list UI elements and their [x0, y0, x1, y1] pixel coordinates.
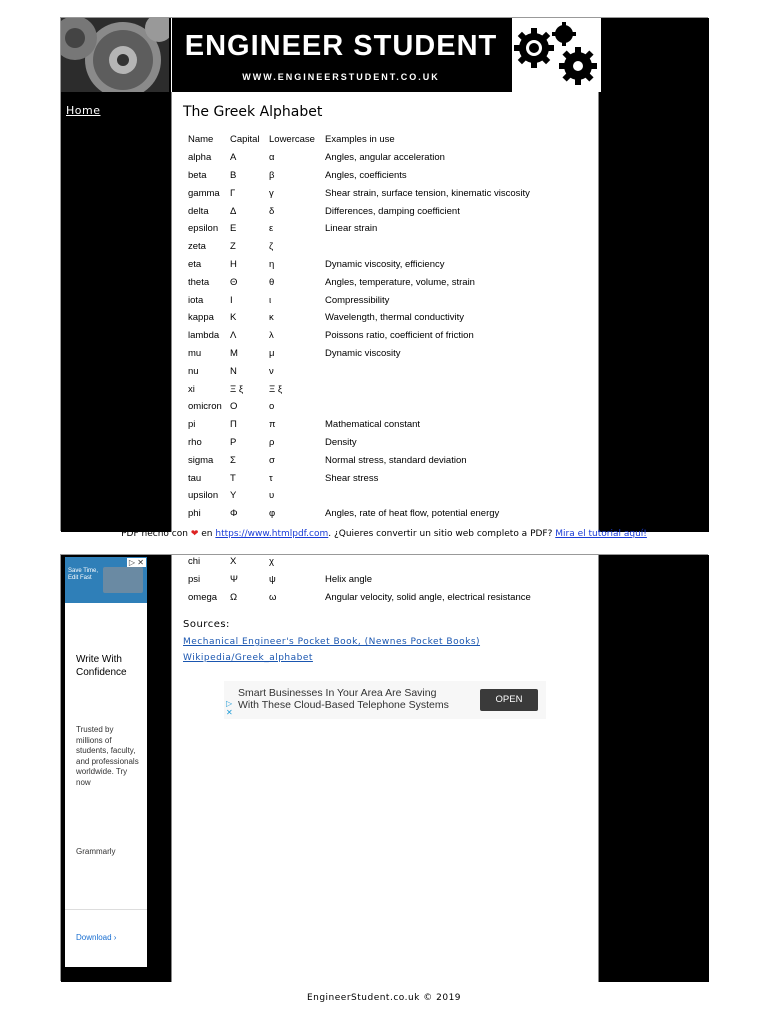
cell-capital: Ι — [230, 294, 233, 306]
cell-lowercase: ο — [269, 401, 275, 413]
cell-name: gamma — [188, 187, 220, 199]
cell-name: omicron — [188, 401, 222, 413]
footer-copyright: EngineerStudent.co.uk © 2019 — [306, 993, 462, 1003]
table-row — [184, 238, 534, 256]
cell-lowercase: ι — [269, 294, 272, 306]
cell-examples: Dynamic viscosity, efficiency — [325, 258, 445, 270]
cell-lowercase: λ — [269, 330, 274, 342]
ad-open-button[interactable]: OPEN — [480, 689, 538, 711]
source-link-pocket-book[interactable]: Mechanical Engineer's Pocket Book, (Newnes Pocket Books) — [183, 637, 481, 647]
cell-examples: Wavelength, thermal conductivity — [325, 312, 465, 324]
gear-photo-image — [61, 18, 169, 92]
pdf-note-middle: . ¿Quieres convertir un sitio web completo a PDF? — [328, 529, 553, 539]
ad-download-button[interactable]: Download › — [76, 933, 117, 942]
sidebar-right — [599, 555, 709, 982]
cell-capital: Λ — [230, 330, 237, 342]
cell-examples: Shear strain, surface tension, kinematic viscosity — [325, 187, 530, 199]
main-content — [171, 92, 599, 532]
cell-lowercase: γ — [269, 187, 274, 199]
cell-lowercase: ρ — [269, 436, 275, 448]
cell-lowercase: β — [269, 169, 275, 181]
table-row — [184, 220, 534, 238]
cell-examples — [321, 487, 534, 505]
cell-name: upsilon — [188, 490, 219, 502]
cell-capital: Ξ ξ — [230, 383, 244, 395]
cell-capital: Σ — [230, 454, 236, 466]
cell-lowercase: α — [269, 152, 275, 164]
cell-examples — [321, 238, 534, 256]
banner-ad-line-1: Smart Businesses In Your Area Are Saving — [238, 687, 437, 699]
cell-examples: Density — [325, 436, 357, 448]
cell-name: lambda — [188, 330, 220, 342]
grammarly-ad[interactable] — [65, 557, 147, 967]
table-row — [184, 327, 534, 345]
cell-capital: Υ — [230, 490, 237, 502]
cell-examples: Dynamic viscosity — [325, 347, 401, 359]
cell-examples: Compressibility — [325, 294, 390, 306]
cell-examples: Angles, temperature, volume, strain — [325, 276, 475, 288]
laptop-icon — [103, 567, 143, 593]
cell-capital: Γ — [230, 187, 236, 199]
heart-icon: ❤ — [190, 529, 199, 539]
cell-name: phi — [188, 508, 201, 520]
cell-lowercase: ω — [269, 591, 277, 603]
cell-lowercase: φ — [269, 508, 276, 520]
cell-capital: Φ — [230, 508, 238, 520]
pdf-page-2 — [60, 554, 708, 981]
telephone-systems-ad[interactable] — [224, 681, 546, 719]
cell-name: zeta — [188, 241, 206, 253]
cell-name: nu — [188, 365, 199, 377]
cell-examples: Differences, damping coefficient — [325, 205, 460, 217]
ad-brand: Grammarly — [76, 847, 116, 856]
cell-lowercase: σ — [269, 454, 275, 466]
cell-examples — [321, 398, 534, 416]
cell-name: beta — [188, 169, 207, 181]
cell-capital: Α — [230, 152, 237, 164]
ad-image — [65, 557, 147, 603]
table-row — [184, 398, 534, 416]
table-row — [184, 571, 535, 589]
sources-heading: Sources: — [183, 619, 230, 630]
table-row — [184, 273, 534, 291]
cell-capital: Θ — [230, 276, 238, 288]
cell-name: chi — [188, 556, 201, 568]
banner-ad-text — [238, 687, 449, 711]
site-header — [61, 18, 709, 92]
table-row — [184, 362, 534, 380]
cell-capital: Ε — [230, 223, 237, 235]
cell-examples — [321, 553, 535, 571]
cell-lowercase: υ — [269, 490, 275, 502]
sidebar-left-ad-area — [61, 555, 171, 982]
ad-image-text: Save Time, Edit Fast — [68, 568, 99, 581]
cell-capital: Τ — [230, 472, 236, 484]
ad-headline: Write With Confidence — [76, 654, 127, 678]
col-header-capital: Capital — [230, 134, 260, 146]
cell-examples: Angles, rate of heat flow, potential energy — [325, 508, 500, 520]
table-row — [184, 309, 534, 327]
cell-capital: Ψ — [230, 574, 238, 586]
brand-title: ENGINEER STUDENT — [184, 30, 498, 62]
cell-name: sigma — [188, 454, 214, 466]
cell-name: eta — [188, 258, 202, 270]
table-header-row — [184, 131, 534, 149]
banner-ad-line-2: With These Cloud-Based Telephone Systems — [238, 699, 449, 711]
cell-examples: Mathematical constant — [325, 419, 421, 431]
ad-choices-icon[interactable]: ▷ ✕ — [226, 699, 233, 717]
cell-capital: Κ — [230, 312, 237, 324]
home-link[interactable]: Home — [66, 104, 101, 117]
cell-lowercase: ψ — [269, 574, 276, 586]
table-row — [184, 345, 534, 363]
table-row — [184, 589, 535, 607]
cell-name: epsilon — [188, 223, 219, 235]
cell-examples — [321, 380, 534, 398]
table-row — [184, 553, 535, 571]
cell-capital: Β — [230, 169, 237, 181]
cell-name: theta — [188, 276, 210, 288]
cell-lowercase: δ — [269, 205, 275, 217]
cell-lowercase: η — [269, 258, 275, 270]
cell-name: mu — [188, 347, 202, 359]
table-row — [184, 380, 534, 398]
gear-photo-icon — [61, 18, 169, 92]
greek-alphabet-table — [184, 131, 534, 523]
pdf-note-prefix: PDF hecho con — [121, 529, 188, 539]
table-row — [184, 291, 534, 309]
table-row — [184, 505, 534, 523]
ad-body: Trusted by millions of students, faculty, and professionals worldwide. Try now — [76, 725, 139, 787]
cell-lowercase: χ — [269, 556, 274, 568]
table-row — [184, 149, 534, 167]
cell-name: pi — [188, 419, 196, 431]
pdf-generator-note — [0, 529, 768, 539]
cell-examples: Normal stress, standard deviation — [325, 454, 467, 466]
table-row — [184, 434, 534, 452]
cell-examples: Angles, angular acceleration — [325, 152, 445, 164]
table-row — [184, 487, 534, 505]
cell-name: iota — [188, 294, 204, 306]
cell-examples: Shear stress — [325, 472, 379, 484]
col-header-examples: Examples in use — [325, 134, 395, 146]
source-link-wikipedia[interactable]: Wikipedia/Greek_alphabet — [183, 653, 313, 663]
cell-capital: Ν — [230, 365, 237, 377]
cell-lowercase: π — [269, 419, 276, 431]
ad-divider — [65, 909, 147, 910]
cell-lowercase: ε — [269, 223, 274, 235]
page-title: The Greek Alphabet — [183, 104, 323, 120]
cell-examples: Angular velocity, solid angle, electrical resistance — [325, 591, 531, 603]
table-row — [184, 416, 534, 434]
site-banner — [171, 18, 601, 92]
sidebar-right — [599, 92, 709, 532]
cell-examples: Helix angle — [325, 574, 372, 586]
cell-lowercase: θ — [269, 276, 275, 288]
main-content-continued — [171, 555, 599, 982]
table-row — [184, 451, 534, 469]
cell-name: delta — [188, 205, 209, 217]
cell-lowercase: κ — [269, 312, 274, 324]
table-row — [184, 256, 534, 274]
cell-capital: Ζ — [230, 241, 236, 253]
cell-name: tau — [188, 472, 202, 484]
table-row — [184, 184, 534, 202]
tutorial-link[interactable]: Mira el tutorial aquí! — [555, 529, 647, 539]
sidebar-left — [61, 92, 171, 532]
cell-name: psi — [188, 574, 201, 586]
cell-capital: Ω — [230, 591, 238, 603]
col-header-name: Name — [188, 134, 214, 146]
table-row — [184, 202, 534, 220]
cell-lowercase: ζ — [269, 241, 274, 253]
pdf-note-mid: en — [201, 529, 213, 539]
gears-icon — [512, 18, 600, 92]
cell-name: omega — [188, 591, 218, 603]
cell-capital: Η — [230, 258, 237, 270]
table-row — [184, 167, 534, 185]
cell-lowercase: ν — [269, 365, 274, 377]
cell-examples: Poissons ratio, coefficient of friction — [325, 330, 474, 342]
cell-examples — [321, 362, 534, 380]
cell-name: alpha — [188, 152, 212, 164]
cell-capital: Ο — [230, 401, 238, 413]
cell-name: xi — [188, 383, 195, 395]
cell-capital: Χ — [230, 556, 237, 568]
cell-capital: Ρ — [230, 436, 237, 448]
pdf-page-1 — [60, 17, 708, 531]
cell-lowercase: Ξ ξ — [269, 383, 283, 395]
brand-url: WWW.ENGINEERSTUDENT.CO.UK — [242, 72, 440, 82]
cell-lowercase: μ — [269, 347, 275, 359]
cell-name: kappa — [188, 312, 214, 324]
col-header-lowercase: Lowercase — [269, 134, 315, 146]
cell-capital: Δ — [230, 205, 237, 217]
htmlpdf-link[interactable]: https://www.htmlpdf.com — [215, 529, 329, 539]
cell-capital: Μ — [230, 347, 238, 359]
table-row — [184, 469, 534, 487]
cell-examples: Angles, coefficients — [325, 169, 407, 181]
cell-lowercase: τ — [269, 472, 273, 484]
ad-close-icon[interactable]: ▷ ✕ — [128, 558, 144, 567]
cell-examples: Linear strain — [325, 223, 378, 235]
cell-name: rho — [188, 436, 202, 448]
cell-capital: Π — [230, 419, 237, 431]
gears-logo — [512, 18, 600, 92]
greek-alphabet-table-continued — [184, 553, 535, 606]
